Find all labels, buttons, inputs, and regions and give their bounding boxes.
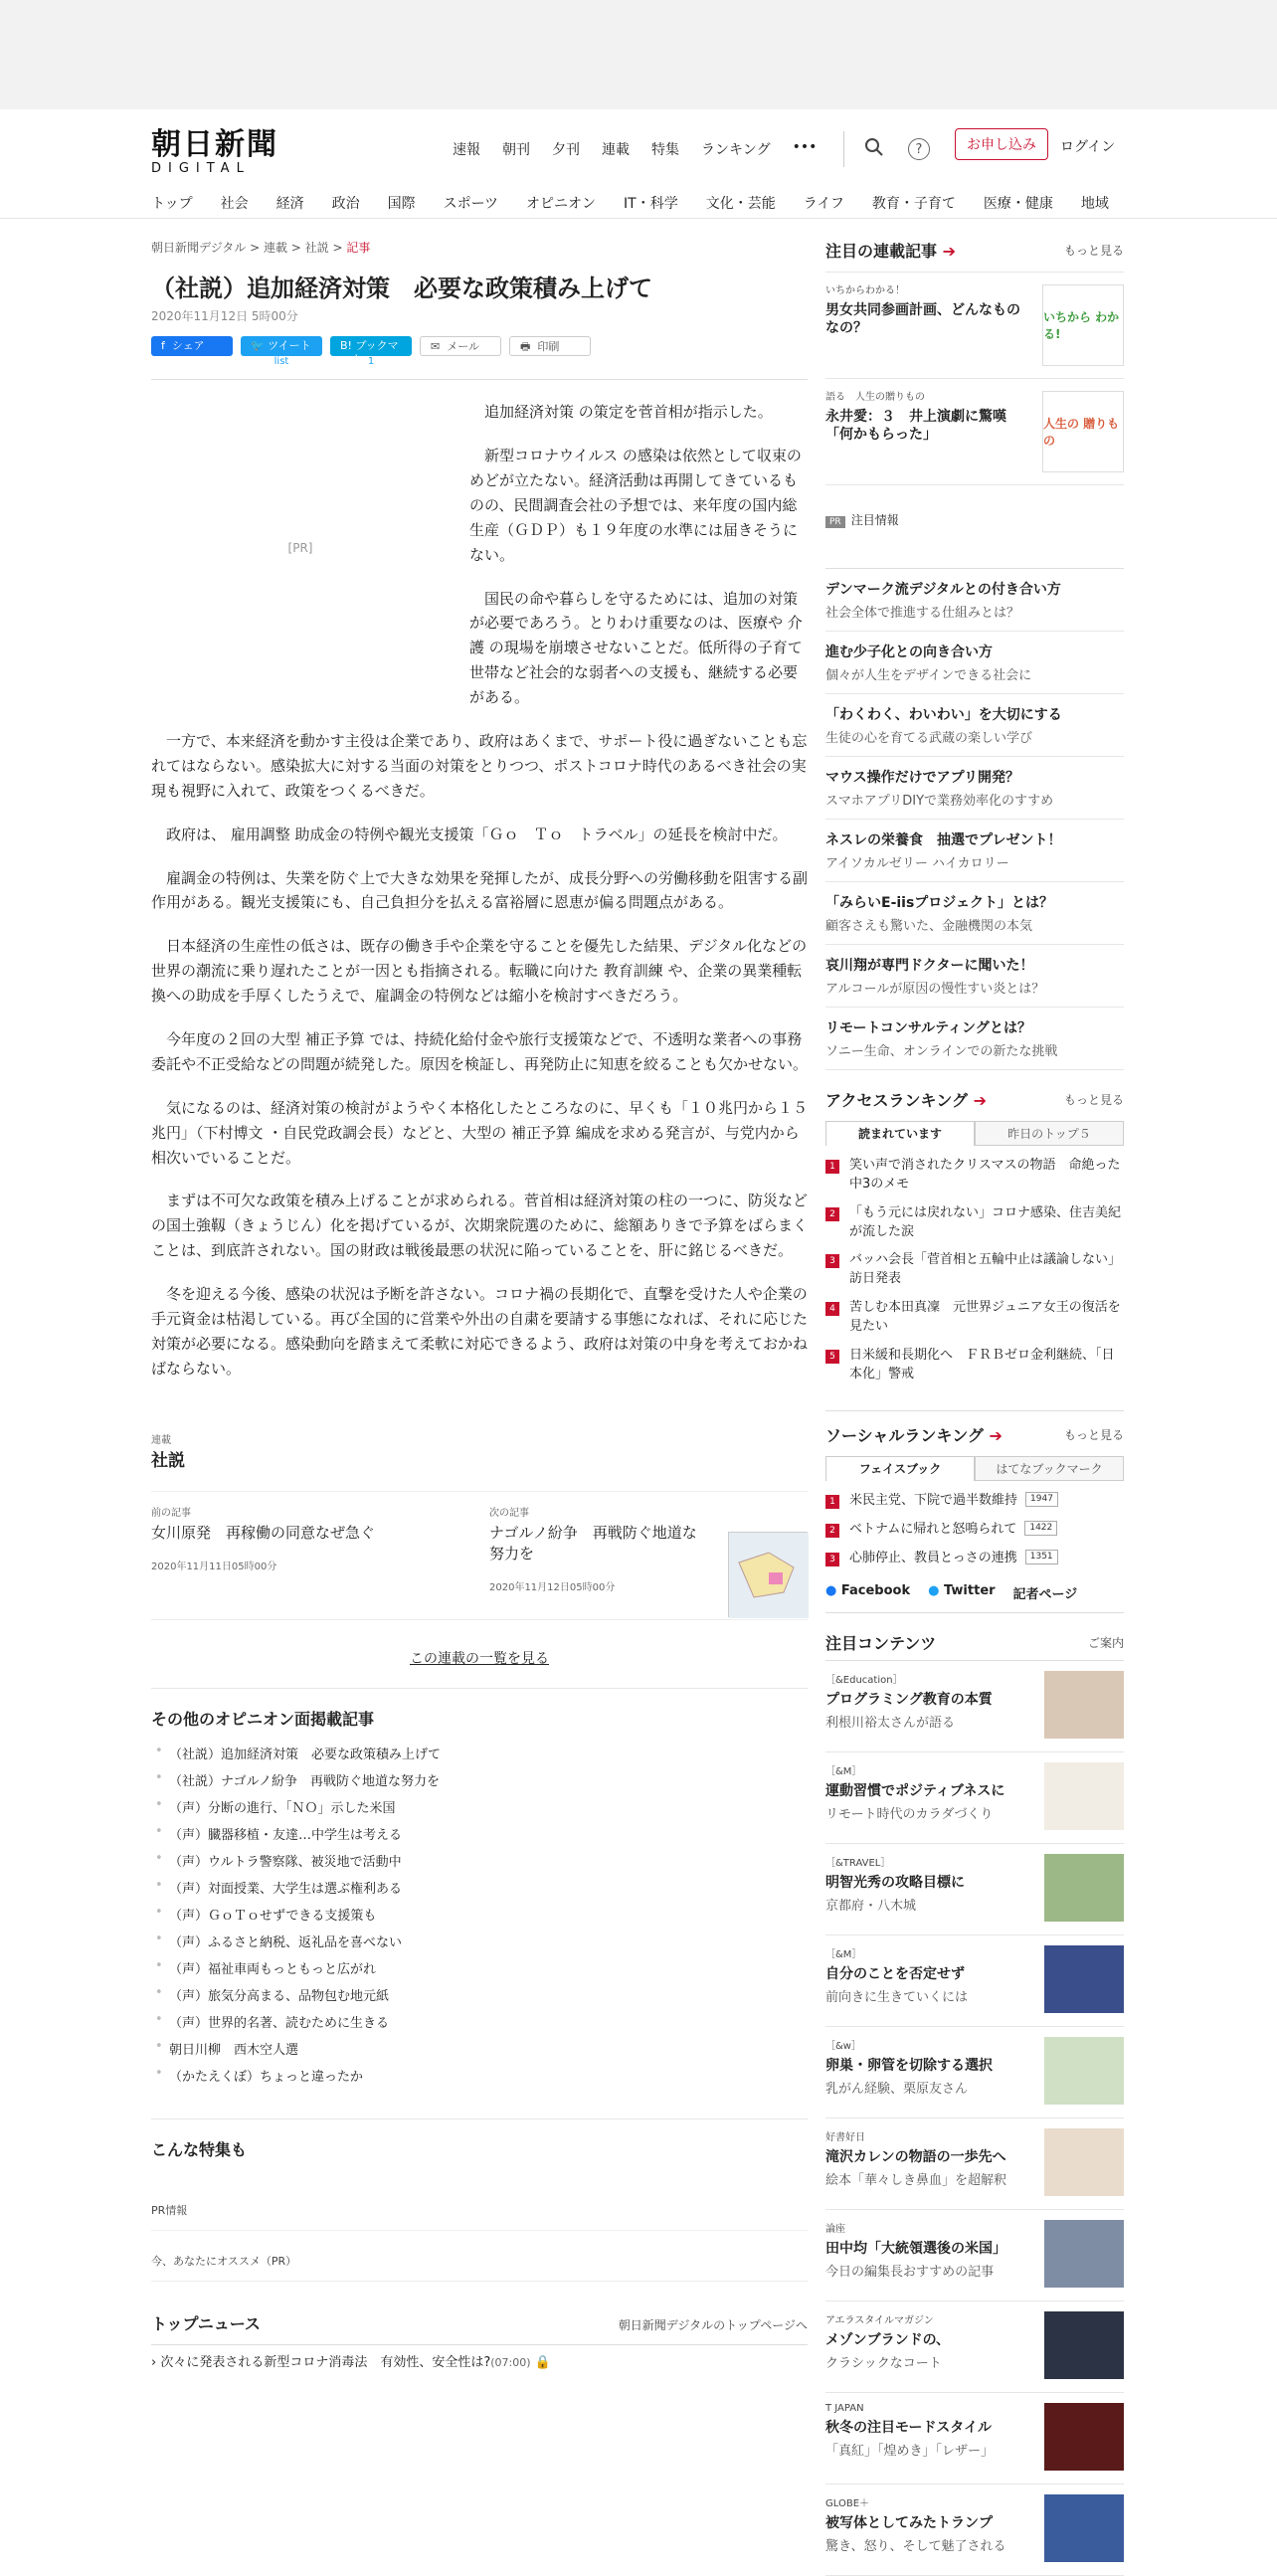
notable-sub: クラシックなコート xyxy=(825,2355,942,2371)
prev-date: 2020年11月11日05時00分 xyxy=(151,1561,277,1572)
pr-item[interactable] xyxy=(825,632,1124,694)
social-tabs xyxy=(825,1456,1124,1481)
pr-info-link[interactable]: PR情報 xyxy=(151,2190,808,2231)
next-date: 2020年11月12日05時00分 xyxy=(489,1581,616,1593)
article-paragraph: 政府は、 雇用調整 助成金の特例や観光支援策「Ｇｏ Ｔｏ トラベル」の延長を検討中だ。 xyxy=(166,825,788,843)
access-tabs xyxy=(825,1121,1124,1146)
pr-item-sub: アルコールが原因の慢性すい炎とは？ xyxy=(825,982,1045,997)
divider xyxy=(151,1688,808,1689)
pr-item-sub: 顧客さえも驚いた、金融機関の本気 xyxy=(825,919,1033,934)
arrow-right-icon: ➔ xyxy=(973,1091,988,1110)
prev-title[interactable]: 女川原発 再稼働の同意なぜ急ぐ xyxy=(151,1523,376,1542)
category-item[interactable]: スポーツ xyxy=(443,196,499,212)
nav-serial[interactable]: 連載 xyxy=(602,142,630,158)
list-item[interactable]: • （かたえくぼ）ちょっと違ったか xyxy=(151,2062,808,2089)
notable-item[interactable] xyxy=(825,1935,1124,2027)
facebook-share-button[interactable]: f シェア xyxy=(151,336,233,356)
rank-number: 3 xyxy=(825,1254,839,1268)
ranking-item[interactable] xyxy=(825,1516,1124,1545)
article-paragraph: 雇調金の特例は、失業を防ぐ上で大きな効果を発揮したが、成長分野への労働移動を阻害する副作用がある。観光支援策にも、自己負担分を払える富裕層に恩恵が偏る問題点がある。 xyxy=(151,868,809,912)
share-count-badge: 1947 xyxy=(1025,1492,1058,1507)
category-item[interactable]: ライフ xyxy=(803,196,844,212)
category-item[interactable]: 文化・芸能 xyxy=(705,196,776,212)
twitter-link[interactable] xyxy=(928,1583,995,1602)
pr-item[interactable] xyxy=(825,820,1124,882)
notable-sub: 「真紅」「煌めき」「レザー」 xyxy=(825,2443,995,2459)
social-ranking-list xyxy=(825,1487,1124,1573)
search-icon[interactable] xyxy=(864,137,884,161)
notable-title-text: 明智光秀の攻略目標に xyxy=(825,1874,965,1891)
article-paragraph: 今年度の２回の大型 補正予算 では、持続化給付金や旅行支援策などで、不透明な業者への事務委託や不正受給などの問題が続発した。原因を検証し、再発防止に知恵を絞ることも欠かせない。 xyxy=(151,1030,809,1073)
pr-item-sub: 個々が人生をデザインできる社会に xyxy=(825,668,1032,683)
notable-title-text: 被写体としてみたトランプ xyxy=(825,2514,993,2531)
top-ad-banner xyxy=(0,0,1277,109)
access-ranking-header xyxy=(825,1088,1124,1111)
sidebar xyxy=(825,239,1128,2576)
category-nav xyxy=(151,193,1109,213)
twitter-count[interactable]: list xyxy=(274,356,289,368)
twitter-share-button[interactable]: 🐦 ツイート xyxy=(241,336,322,356)
header-icons xyxy=(843,131,956,167)
arrow-right-icon: ➔ xyxy=(942,242,956,261)
notable-tag: アエラスタイルマガジン xyxy=(825,2314,934,2326)
twitter-link-label: Twitter xyxy=(943,1582,996,1598)
ranking-item[interactable] xyxy=(825,1246,1128,1294)
notable-sub: リモート時代のカラダづくり xyxy=(825,1806,994,1822)
ranking-title: 日米緩和長期化へ ＦＲＢゼロ金利継続、「日本化」警戒 xyxy=(849,1347,1115,1381)
share-count-badge: 1422 xyxy=(1024,1521,1057,1536)
notable-sub: 前向きに生きていくには xyxy=(825,1989,969,2005)
next-label: 次の記事 xyxy=(489,1507,529,1519)
serial-item-small: 語る 人生の贈りもの xyxy=(825,392,925,403)
notable-thumb xyxy=(1044,2220,1124,2288)
category-item[interactable]: 医療・健康 xyxy=(983,196,1053,212)
pr-item-title: マウス操作だけでアプリ開発？ xyxy=(825,770,1020,786)
article-body xyxy=(151,400,808,1381)
serial-item-title: 男女共同参画計画、どんなものなの？ xyxy=(825,301,1020,337)
pr-item-title: デンマーク流デジタルとの付き合い方 xyxy=(825,582,1061,598)
list-item[interactable]: • （声）臓器移植・友達…中学生は考える xyxy=(151,1820,808,1847)
rank-number: 1 xyxy=(825,1160,839,1174)
pr-item[interactable] xyxy=(825,945,1124,1008)
pr-info xyxy=(825,511,1124,569)
next-article[interactable] xyxy=(489,1504,808,1607)
help-icon[interactable]: ? xyxy=(908,138,930,160)
notable-title-text: プログラミング教育の本質 xyxy=(825,1691,993,1708)
ranking-item[interactable] xyxy=(825,1342,1124,1389)
rank-number: 4 xyxy=(825,1302,839,1316)
pr-item[interactable] xyxy=(825,882,1124,945)
category-item[interactable]: トップ xyxy=(151,196,193,212)
category-item[interactable]: 国際 xyxy=(387,196,416,212)
tab-facebook[interactable]: フェイスブック xyxy=(825,1456,975,1481)
notable-tag: GLOBE＋ xyxy=(825,2497,870,2509)
notable-tag: ［&w］ xyxy=(825,2040,861,2052)
notable-header xyxy=(825,1631,1124,1654)
article-paragraph: 追加経済対策 の策定を菅首相が指示した。 xyxy=(484,403,773,422)
hatena-share-label: ブックマーク xyxy=(340,339,399,367)
top-news-heading: トップニュース xyxy=(151,2313,261,2333)
notable-item[interactable] xyxy=(825,2118,1124,2210)
notable-thumb xyxy=(1044,1945,1124,2013)
pr-item-title: 哀川翔が専門ドクターに聞いた！ xyxy=(825,958,1034,974)
ranking-item[interactable] xyxy=(825,1545,1124,1573)
divider xyxy=(151,2118,808,2119)
pr-item[interactable] xyxy=(825,757,1124,820)
header-nav xyxy=(453,139,817,159)
pr-item-sub: 社会全体で推進する仕組みとは？ xyxy=(825,606,1020,621)
category-item[interactable]: オピニオン xyxy=(526,196,597,212)
notable-tag: 好書好日 xyxy=(825,2131,865,2143)
serials-header xyxy=(825,239,1124,262)
reporter-page-link[interactable]: 記者ページ xyxy=(1012,1586,1078,1602)
category-item[interactable]: IT・科学 xyxy=(624,196,678,212)
notable-title-text: メゾンブランドの、 xyxy=(825,2331,951,2348)
tab-yesterday-top5[interactable]: 昨日のトップ５ xyxy=(975,1121,1124,1146)
serial-thumb: 人生の 贈りもの xyxy=(1042,391,1124,472)
notable-thumb xyxy=(1044,2403,1124,2471)
access-more-link[interactable]: もっと見る xyxy=(1063,1093,1124,1107)
prev-next-nav xyxy=(151,1491,808,1620)
notable-tag: ［&Education］ xyxy=(825,1674,903,1686)
facebook-share xyxy=(151,336,233,356)
ranking-title: 心肺停止、教員とっさの連携 xyxy=(849,1551,1017,1566)
twitter-icon: ● xyxy=(928,1582,940,1598)
list-item[interactable]: • （声）対面授業、大学生は選ぶ権利ある xyxy=(151,1874,808,1901)
serial-item[interactable] xyxy=(825,272,1124,379)
rank-number: 3 xyxy=(825,1553,839,1566)
facebook-link[interactable] xyxy=(825,1583,910,1602)
facebook-icon: ● xyxy=(825,1582,837,1598)
list-item[interactable]: • （社説）追加経済対策 必要な政策積み上げて xyxy=(151,1740,808,1766)
apply-button[interactable]: お申し込み xyxy=(955,128,1048,160)
nav-more-icon[interactable]: ••• xyxy=(792,139,818,155)
social-links xyxy=(825,1583,1124,1613)
hatena-bookmark-button[interactable]: B! ブックマーク xyxy=(330,336,412,356)
facebook-share-label: シェア xyxy=(171,339,205,353)
list-item[interactable]: • 朝日川柳 西木空人選 xyxy=(151,2035,808,2062)
hatena-share xyxy=(330,336,412,367)
nav-evening[interactable]: 夕刊 xyxy=(552,142,580,158)
list-item[interactable]: • （声）世界的名著、読むために生きる xyxy=(151,2008,808,2035)
pr-tag: PR xyxy=(825,516,845,528)
tab-hatena[interactable]: はてなブックマーク xyxy=(975,1456,1124,1481)
social-more-link[interactable]: もっと見る xyxy=(1063,1428,1124,1443)
serial-name[interactable]: 社説 xyxy=(151,1450,185,1471)
prev-article[interactable] xyxy=(151,1504,469,1607)
notable-thumb xyxy=(1044,2311,1124,2379)
notable-item[interactable] xyxy=(825,1661,1124,1752)
list-item[interactable]: • （声）福祉車両もっともっと広がれ xyxy=(151,1954,808,1981)
notable-guide-link[interactable]: ご案内 xyxy=(1087,1635,1124,1650)
pr-item[interactable] xyxy=(825,694,1124,757)
pr-item[interactable] xyxy=(825,1008,1124,1070)
nav-morning[interactable]: 朝刊 xyxy=(502,142,530,158)
notable-tag: ［&M］ xyxy=(825,1765,862,1777)
article-date: 2020年11月12日 5時00分 xyxy=(151,309,298,324)
divider xyxy=(843,131,844,167)
notable-sub: 利根川裕太さんが語る xyxy=(825,1715,956,1731)
notable-title-text: 卵巣・卵管を切除する選択 xyxy=(825,2057,993,2074)
twitter-share-label: ツイート xyxy=(268,339,311,353)
pr-item-title: リモートコンサルティングとは？ xyxy=(825,1020,1032,1036)
arrow-right-icon: ➔ xyxy=(989,1426,1003,1446)
category-item[interactable]: 経済 xyxy=(275,196,304,212)
pr-item-title: ネスレの栄養食 抽選でプレゼント！ xyxy=(825,832,1062,848)
article-paragraph: 冬を迎える今後、感染の状況は予断を許さない。コロナ禍の長期化で、直撃を受けた人や企業の手元資金は枯渇している。再び全国的に営業や外出の自粛を要請する事態になれば、それに応じた対策が必要になる。感染動向を踏まえて柔軟に対応できるよう、政府は対策の中身を考えておかねばならない。 xyxy=(151,1285,809,1378)
notable-item[interactable] xyxy=(825,2393,1124,2484)
feature-heading: こんな特集も xyxy=(151,2139,248,2159)
ranking-title: 苦しむ本田真凜 元世界ジュニア女王の復活を見たい xyxy=(849,1300,1121,1334)
ranking-item[interactable] xyxy=(825,1199,1124,1247)
notable-item[interactable] xyxy=(825,2210,1124,2301)
print-button[interactable]: 🖶 印刷 xyxy=(509,336,591,356)
serial-item-title: 永井愛：３ 井上演劇に驚嘆「何かもらった」 xyxy=(825,408,1006,444)
notable-thumb xyxy=(1044,2494,1124,2562)
notable-item[interactable] xyxy=(825,2027,1124,2118)
category-item[interactable]: 地域 xyxy=(1080,196,1109,212)
notable-title-text: 田中均「大統領選後の米国」 xyxy=(825,2240,1006,2257)
notable-thumb xyxy=(1044,2037,1124,2105)
pr-item-title: 「みらいE-iisプロジェクト」とは？ xyxy=(825,895,1054,911)
pr-ad-box[interactable] xyxy=(151,400,450,698)
lock-icon: 🔒 xyxy=(534,2354,551,2370)
ranking-item[interactable] xyxy=(825,1152,1124,1199)
notable-title-text: 秋冬の注目モードスタイル xyxy=(825,2419,993,2436)
tab-most-read[interactable]: 読まれています xyxy=(825,1121,975,1146)
serials-title: 注目の連載記事 xyxy=(825,242,938,261)
serial-label: 連載 xyxy=(151,1434,171,1446)
notable-item[interactable] xyxy=(825,1844,1124,1935)
top-news-time: (07:00) xyxy=(490,2355,531,2369)
top-page-link[interactable]: 朝日新聞デジタルのトップページへ xyxy=(618,2317,808,2332)
ranking-title: 笑い声で消されたクリスマスの物語 命絶った中3のメモ xyxy=(849,1158,1121,1192)
notable-title-text: 自分のことを否定せず xyxy=(825,1965,965,1982)
serial-thumb: いちから わかる! xyxy=(1042,284,1124,366)
notable-tag: ［&M］ xyxy=(825,1948,862,1960)
pr-label: [PR] xyxy=(287,541,313,556)
category-item[interactable]: 政治 xyxy=(331,196,360,212)
notable-thumb xyxy=(1044,1762,1124,1830)
rank-number: 5 xyxy=(825,1350,839,1364)
list-item[interactable]: • （社説）ナゴルノ紛争 再戦防ぐ地道な努力を xyxy=(151,1766,808,1793)
ranking-title: 米民主党、下院で過半数維持 xyxy=(849,1493,1018,1509)
main-column xyxy=(151,239,808,2370)
article-paragraph: 日本経済の生産性の低さは、既存の働き手や企業を守ることを優先した結果、デジタル化などの世界の潮流に乗り遅れたことが一因とも指摘される。転職に向けた 教育訓練 や、企業の異業種転換への助成を手厚くしたうえで、雇調金の特例などは縮小を検討すべきだろう。 xyxy=(151,937,808,1006)
article-paragraph: 一方で、本来経済を動かす主役は企業であり、政府はあくまで、サポート役に過ぎないことも忘れてはならない。感染拡大に対する当面の対策をとりつつ、ポストコロナ時代のあるべき社会の実現も視野に入れて、政策をつくるべきだ。 xyxy=(151,731,808,800)
list-item[interactable]: • （声）ふるさと納税、返礼品を喜べない xyxy=(151,1928,808,1954)
serial-list-link[interactable]: この連載の一覧を見る xyxy=(410,1650,549,1667)
ranking-item[interactable] xyxy=(825,1294,1124,1342)
pr-item-title: 進む少子化との向き合い方 xyxy=(825,644,993,660)
login-link[interactable]: ログイン xyxy=(1060,139,1116,155)
list-item[interactable]: • （声）ＧｏＴｏせずできる支援策も xyxy=(151,1901,808,1928)
print-label: 印刷 xyxy=(537,340,560,354)
serial-section xyxy=(151,1431,808,1668)
top-news-item[interactable]: › 次々に発表される新型コロナ消毒法 有効性、安全性は?(07:00) 🔒 xyxy=(151,2344,808,2370)
mail-label: メール xyxy=(447,340,479,354)
pr-item-sub: スマホアプリDIYで業務効率化のすすめ xyxy=(825,794,1054,809)
site-header xyxy=(0,109,1277,219)
list-item[interactable]: • （声）ウルトラ警察隊、被災地で活動中 xyxy=(151,1847,808,1874)
ranking-title: ベトナムに帰れと怒鳴られて xyxy=(849,1522,1017,1538)
ranking-title: バッハ会長「菅首相と五輪中止は議論しない」 訪日発表 xyxy=(849,1252,1128,1287)
share-bar xyxy=(151,336,808,367)
top-news-header xyxy=(151,2311,808,2334)
category-item[interactable]: 社会 xyxy=(220,196,249,212)
notable-item[interactable] xyxy=(825,2484,1124,2576)
nav-ranking[interactable]: ランキング xyxy=(701,142,771,158)
breadcrumb-editorial[interactable]: 社説 xyxy=(304,241,329,255)
notable-sub: 今日の編集長おすすめの記事 xyxy=(825,2264,995,2280)
facebook-link-label: Facebook xyxy=(840,1582,911,1598)
rank-number: 2 xyxy=(825,1524,839,1538)
notable-sub: 京都府・八木城 xyxy=(825,1898,917,1914)
pr-item-sub: 生徒の心を育てる武蔵の楽しい学び xyxy=(825,731,1033,746)
notable-item[interactable] xyxy=(825,2301,1124,2393)
recommend-link[interactable]: 今、あなたにオススメ（PR） xyxy=(151,2241,808,2282)
logo-subtext: DIGITAL xyxy=(151,161,251,176)
prev-label: 前の記事 xyxy=(151,1507,191,1519)
breadcrumb-serial[interactable]: 連載 xyxy=(263,241,287,255)
hatena-count[interactable]: 1 xyxy=(367,356,375,368)
access-title: アクセスランキング xyxy=(825,1091,969,1110)
article-paragraph: 気になるのは、経済対策の検討がようやく本格化したところなのに、早くも「１０兆円から１５兆円」（下村博文 ・自民党政調会長）などと、大型の 補正予算 編成を求める発言が、与党内から相次いでいることだ。 xyxy=(151,1098,809,1167)
pr-item[interactable] xyxy=(825,569,1124,632)
notable-list xyxy=(825,1660,1124,2576)
other-opinion-list xyxy=(151,1740,808,2089)
access-ranking-list xyxy=(825,1152,1128,1388)
rank-number: 2 xyxy=(825,1207,839,1221)
article-title: （社説）追加経済対策 必要な政策積み上げて xyxy=(151,275,652,302)
pr-info-label: 注目情報 xyxy=(850,513,899,527)
twitter-share xyxy=(241,336,322,367)
breadcrumb: 朝日新聞デジタル > 連載 > 社説 > 記事 xyxy=(151,241,371,255)
category-item[interactable]: 教育・子育て xyxy=(871,196,956,212)
ranking-title: 「もう元には戻れない」コロナ感染、住吉美紀が流した涙 xyxy=(849,1204,1122,1239)
logo-text: 朝日新聞 xyxy=(151,127,278,162)
notable-tag: ［&TRAVEL］ xyxy=(825,1857,891,1869)
next-title[interactable]: ナゴルノ紛争 再戦防ぐ地道な努力を xyxy=(489,1523,697,1563)
mail-button[interactable]: ✉ メール xyxy=(420,336,501,356)
serials-more-link[interactable]: もっと見る xyxy=(1063,244,1124,258)
serial-item[interactable] xyxy=(825,379,1124,485)
map-thumbnail[interactable] xyxy=(728,1532,808,1617)
article-paragraph: 国民の命や暮らしを守るためには、追加の対策が必要であろう。とりわけ重要なのは、医療や 介護 の現場を崩壊させないことだ。低所得の子育て世帯など社会的な弱者への支援も、継続する必要がある。 xyxy=(469,589,803,707)
top-news-title[interactable]: 次々に発表される新型コロナ消毒法 有効性、安全性は? xyxy=(160,2354,491,2370)
notable-thumb xyxy=(1044,2128,1124,2196)
breadcrumb-home[interactable]: 朝日新聞デジタル xyxy=(151,241,247,255)
notable-title-text: 滝沢カレンの物語の一歩先へ xyxy=(825,2148,1006,2165)
rank-number: 1 xyxy=(825,1495,839,1509)
nav-feature[interactable]: 特集 xyxy=(651,142,679,158)
social-title: ソーシャルランキング xyxy=(825,1426,984,1446)
list-item[interactable]: • （声）旅気分高まる、品物包む地元紙 xyxy=(151,1981,808,2008)
notable-sub: 絵本「華々しき鼻血」を超解釈 xyxy=(825,2172,1007,2188)
serial-item-small: いちからわかる！ xyxy=(825,285,905,296)
pr-item-sub: ソニー生命、オンラインでの新たな挑戦 xyxy=(825,1044,1058,1059)
list-item[interactable]: • （声）分断の進行、「ＮＯ」示した米国 xyxy=(151,1793,808,1820)
other-opinion-heading: その他のオピニオン面掲載記事 xyxy=(151,1709,375,1729)
notable-title: 注目コンテンツ xyxy=(825,1633,937,1653)
notable-tag: 論座 xyxy=(825,2223,845,2235)
site-logo[interactable] xyxy=(151,119,290,176)
share-count-badge: 1351 xyxy=(1025,1550,1058,1564)
divider xyxy=(151,379,808,380)
pr-item-title: 「わくわく、わいわい」を大切にする xyxy=(825,707,1062,723)
article-paragraph: 新型コロナウイルス の感染は依然として収束のめどが立たない。経済活動は再開してきているものの、民間調査会社の予想では、来年度の国内総生産（ＧＤＰ）も１９年度の水準には届きそうにない。 xyxy=(469,447,802,564)
pr-item-sub: アイソカルゼリー ハイカロリー xyxy=(825,856,1009,871)
notable-thumb xyxy=(1044,1854,1124,1922)
nav-breaking[interactable]: 速報 xyxy=(453,142,480,158)
article-paragraph: まずは不可欠な政策を積み上げることが求められる。菅首相は経済対策の柱の一つに、防災などの国土強靱（きょうじん）化を掲げているが、次期衆院選のために、総額ありきで予算をばらまくことは、到底許されない。国の財政は戦後最悪の状況に陥っていることを、肝に銘じるべきだ。 xyxy=(151,1192,809,1260)
breadcrumb-current: 記事 xyxy=(346,241,371,255)
notable-thumb xyxy=(1044,1671,1124,1739)
notable-tag: T JAPAN xyxy=(825,2402,864,2414)
notable-sub: 乳がん経験、栗原友さん xyxy=(825,2081,969,2097)
ranking-item[interactable] xyxy=(825,1487,1124,1516)
notable-item[interactable] xyxy=(825,1752,1124,1844)
social-ranking-header xyxy=(825,1410,1124,1446)
notable-title-text: 運動習慣でポジティブネスに xyxy=(825,1782,1005,1799)
notable-sub: 驚き、怒り、そして魅了される xyxy=(825,2538,1006,2554)
